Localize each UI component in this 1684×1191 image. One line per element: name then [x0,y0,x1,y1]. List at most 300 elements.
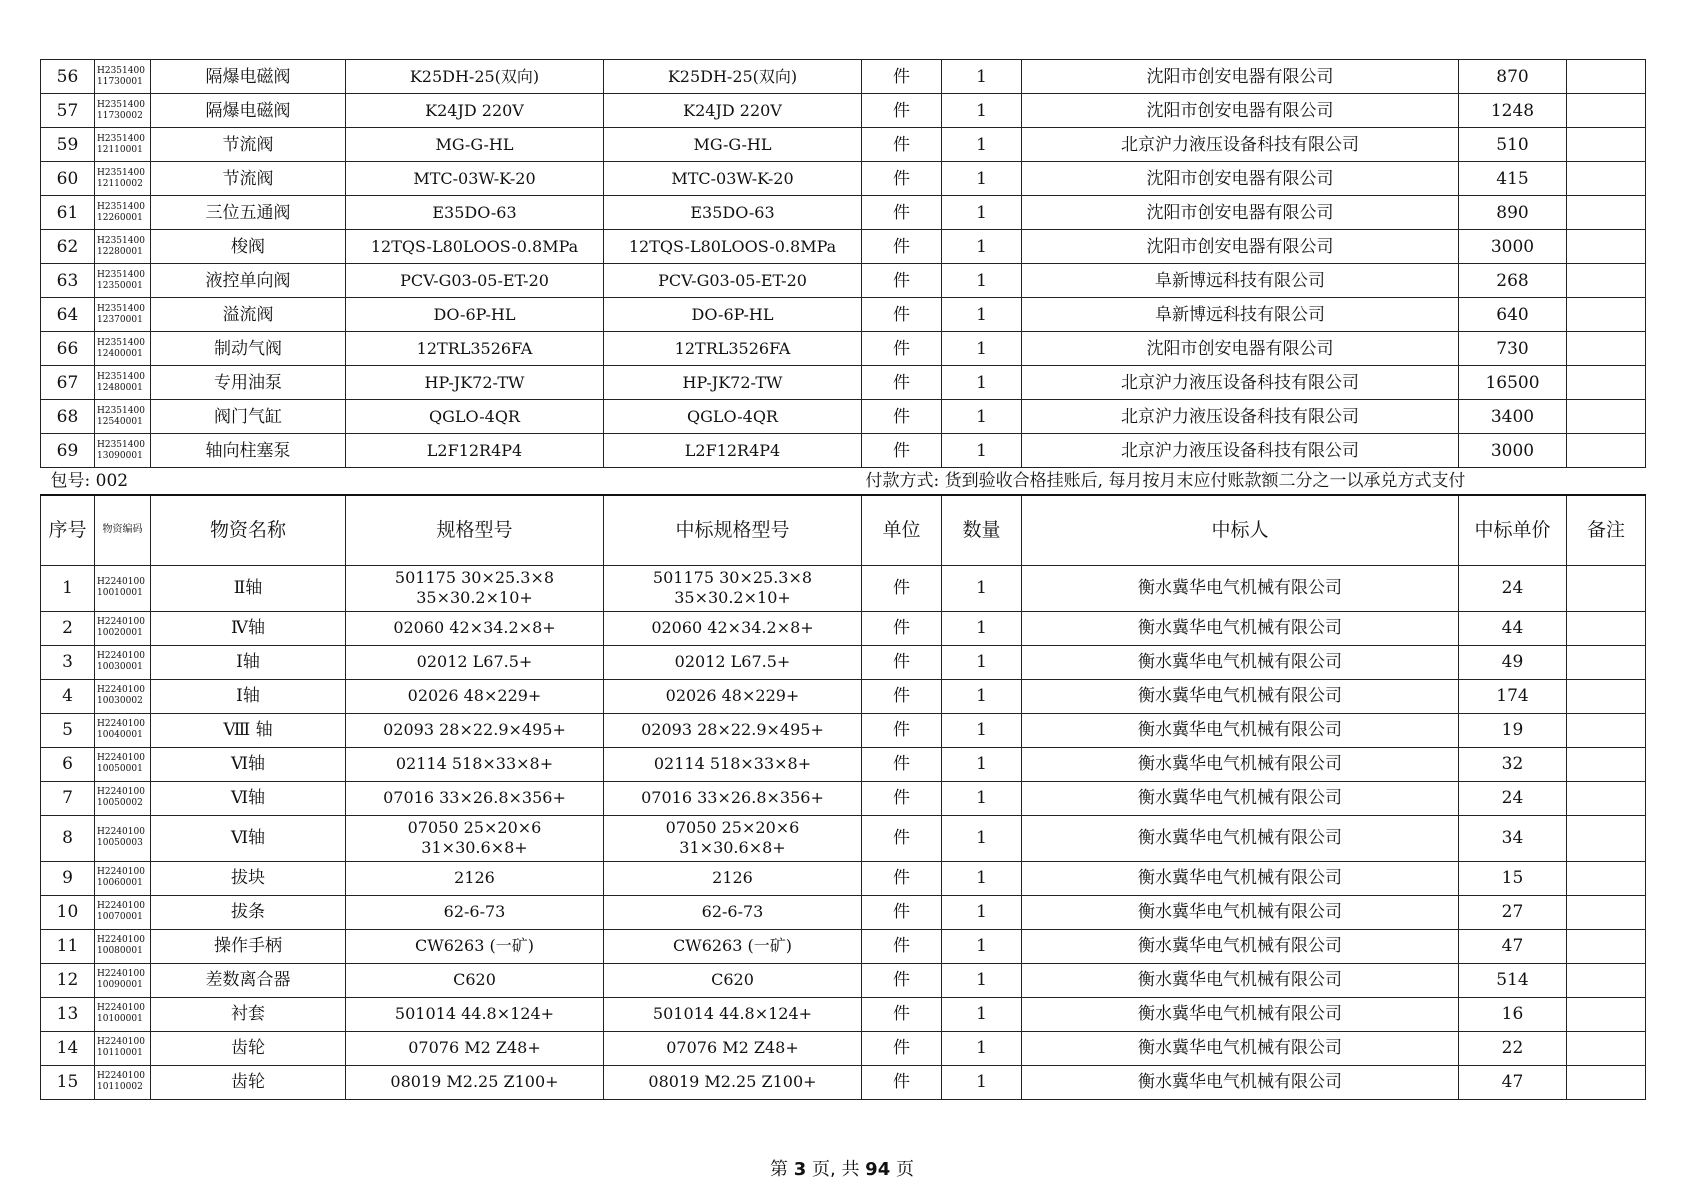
material-code-part: H2351400 [97,167,145,178]
unit: 件 [862,298,942,332]
material-name: Ⅷ 轴 [151,713,346,747]
bid-spec-model: E35DO-63 [604,196,862,230]
table-row [41,747,1646,781]
unit-price: 27 [1459,895,1567,929]
spec-model: E35DO-63 [346,196,604,230]
row-number: 14 [41,1031,95,1065]
quantity: 1 [942,611,1022,645]
table-row [41,929,1646,963]
spec-model: MTC-03W-K-20 [346,162,604,196]
bid-spec-model [604,815,862,861]
row-number: 3 [41,645,95,679]
quantity: 1 [942,963,1022,997]
row-number: 10 [41,895,95,929]
material-name: 差数离合器 [151,963,346,997]
spec-model: CW6263 (一矿) [346,929,604,963]
quantity: 1 [942,1031,1022,1065]
row-number: 9 [41,861,95,895]
winning-bidder: 沈阳市创安电器有限公司 [1022,94,1459,128]
package-info-row [41,468,1646,496]
row-number: 69 [41,434,95,468]
row-number: 64 [41,298,95,332]
remark [1567,434,1646,468]
material-name: Ⅰ轴 [151,679,346,713]
material-code-part: 11730001 [97,76,143,87]
quantity: 1 [942,434,1022,468]
spec-model-line: 31×30.6×8+ [421,838,528,857]
unit: 件 [862,747,942,781]
spec-model: 02060 42×34.2×8+ [346,611,604,645]
unit: 件 [862,400,942,434]
unit-price: 1248 [1459,94,1567,128]
table-row [41,611,1646,645]
quantity: 1 [942,815,1022,861]
material-name: 齿轮 [151,1031,346,1065]
bid-spec-model: 12TRL3526FA [604,332,862,366]
material-code-part: 10070001 [97,912,143,922]
unit: 件 [862,264,942,298]
material-code-part: 13090001 [97,450,143,461]
material-name: 液控单向阀 [151,264,346,298]
quantity: 1 [942,332,1022,366]
row-number: 6 [41,747,95,781]
winning-bidder: 沈阳市创安电器有限公司 [1022,230,1459,264]
winning-bidder: 北京沪力液压设备科技有限公司 [1022,400,1459,434]
remark [1567,861,1646,895]
material-code [95,332,151,366]
bid-results-table [40,59,1646,1100]
remark [1567,963,1646,997]
remark [1567,400,1646,434]
row-number: 15 [41,1065,95,1099]
unit-price: 32 [1459,747,1567,781]
unit: 件 [862,713,942,747]
quantity: 1 [942,861,1022,895]
material-code-part: 10050001 [97,764,143,774]
material-code [95,298,151,332]
material-name: 拔块 [151,861,346,895]
row-number: 63 [41,264,95,298]
bid-spec-model: PCV-G03-05-ET-20 [604,264,862,298]
footer-middle: 页, 共 [806,1159,866,1180]
material-code-part: H2240100 [97,969,145,979]
material-code [95,1065,151,1099]
bid-spec-model: 07076 M2 Z48+ [604,1031,862,1065]
material-code [95,366,151,400]
remark [1567,230,1646,264]
remark [1567,747,1646,781]
spec-model: MG-G-HL [346,128,604,162]
material-code [95,713,151,747]
quantity: 1 [942,128,1022,162]
material-code [95,264,151,298]
material-name: 节流阀 [151,128,346,162]
unit: 件 [862,997,942,1031]
table-row [41,713,1646,747]
material-code-part: 10020001 [97,628,143,638]
winning-bidder: 北京沪力液压设备科技有限公司 [1022,366,1459,400]
spec-model: PCV-G03-05-ET-20 [346,264,604,298]
material-code-part: H2351400 [97,405,145,416]
unit-price: 49 [1459,645,1567,679]
winning-bidder: 衡水冀华电气机械有限公司 [1022,611,1459,645]
unit-price: 890 [1459,196,1567,230]
table-row [41,298,1646,332]
spec-model: 2126 [346,861,604,895]
material-name: 专用油泵 [151,366,346,400]
spec-model: 12TRL3526FA [346,332,604,366]
bid-spec-model: MTC-03W-K-20 [604,162,862,196]
material-code-part: 12260001 [97,212,143,223]
winning-bidder: 衡水冀华电气机械有限公司 [1022,895,1459,929]
remark [1567,332,1646,366]
material-code-part: H2240100 [97,1071,145,1081]
remark [1567,679,1646,713]
material-code-part: 10060001 [97,878,143,888]
unit: 件 [862,332,942,366]
material-name: 梭阀 [151,230,346,264]
material-name: 隔爆电磁阀 [151,94,346,128]
header-winner: 中标人 [1022,495,1459,565]
spec-model-line: 501175 30×25.3×8 [394,568,555,587]
row-number: 68 [41,400,95,434]
procurement-table-sheet [40,59,1645,1100]
material-name: Ⅵ轴 [151,747,346,781]
material-code-part: 12280001 [97,246,143,257]
unit-price: 47 [1459,1065,1567,1099]
material-name: 节流阀 [151,162,346,196]
spec-model: 02012 L67.5+ [346,645,604,679]
spec-model: K24JD 220V [346,94,604,128]
bid-spec-model: 02026 48×229+ [604,679,862,713]
material-code [95,434,151,468]
material-code-part: H2351400 [97,269,145,280]
remark [1567,60,1646,94]
unit-price: 640 [1459,298,1567,332]
quantity: 1 [942,565,1022,611]
column-header-row [41,495,1646,565]
remark [1567,162,1646,196]
footer-suffix: 页 [890,1159,914,1180]
material-code [95,94,151,128]
quantity: 1 [942,94,1022,128]
material-code-part: H2240100 [97,1003,145,1013]
material-code-part: H2351400 [97,439,145,450]
unit: 件 [862,815,942,861]
package-002-rows [41,565,1646,1099]
material-code-part: H2240100 [97,787,145,797]
material-code-part: 12370001 [97,314,143,325]
unit: 件 [862,645,942,679]
material-code [95,929,151,963]
header-name: 物资名称 [151,495,346,565]
table-row [41,366,1646,400]
material-code [95,196,151,230]
unit: 件 [862,230,942,264]
material-code-part: H2240100 [97,651,145,661]
bid-spec-model: 62-6-73 [604,895,862,929]
material-code-part: H2240100 [97,617,145,627]
unit: 件 [862,861,942,895]
remark [1567,815,1646,861]
table-row [41,230,1646,264]
material-name: 齿轮 [151,1065,346,1099]
bid-spec-model: K25DH-25(双向) [604,60,862,94]
unit: 件 [862,895,942,929]
bid-spec-model: MG-G-HL [604,128,862,162]
material-code-part: H2240100 [97,1037,145,1047]
unit-price: 24 [1459,781,1567,815]
table-row [41,196,1646,230]
winning-bidder: 衡水冀华电气机械有限公司 [1022,997,1459,1031]
table-row [41,94,1646,128]
unit-price: 15 [1459,861,1567,895]
material-code [95,861,151,895]
unit: 件 [862,128,942,162]
material-name: 轴向柱塞泵 [151,434,346,468]
material-code [95,645,151,679]
table-row [41,963,1646,997]
winning-bidder: 衡水冀华电气机械有限公司 [1022,679,1459,713]
material-name: Ⅵ轴 [151,781,346,815]
material-code-part: 12110001 [97,144,143,155]
table-row [41,128,1646,162]
table-row [41,332,1646,366]
winning-bidder: 阜新博远科技有限公司 [1022,298,1459,332]
material-code-part: 12480001 [97,382,143,393]
header-price: 中标单价 [1459,495,1567,565]
unit: 件 [862,162,942,196]
remark [1567,264,1646,298]
table-row [41,565,1646,611]
bid-spec-model: K24JD 220V [604,94,862,128]
quantity: 1 [942,162,1022,196]
quantity: 1 [942,781,1022,815]
header-spec: 规格型号 [346,495,604,565]
remark [1567,366,1646,400]
material-name: 制动气阀 [151,332,346,366]
bid-spec-model: 07016 33×26.8×356+ [604,781,862,815]
unit-price: 870 [1459,60,1567,94]
table-row [41,679,1646,713]
unit-price: 16 [1459,997,1567,1031]
spec-model: 02026 48×229+ [346,679,604,713]
material-code-part: 10090001 [97,980,143,990]
header-qty: 数量 [942,495,1022,565]
row-number: 8 [41,815,95,861]
spec-model: 08019 M2.25 Z100+ [346,1065,604,1099]
quantity: 1 [942,929,1022,963]
unit-price: 3400 [1459,400,1567,434]
row-number: 57 [41,94,95,128]
material-code-part: H2240100 [97,719,145,729]
material-code-part: H2351400 [97,235,145,246]
material-code [95,1031,151,1065]
material-name: 衬套 [151,997,346,1031]
unit-price: 415 [1459,162,1567,196]
table-row [41,1031,1646,1065]
unit: 件 [862,366,942,400]
table-row [41,1065,1646,1099]
unit-price: 47 [1459,929,1567,963]
winning-bidder: 衡水冀华电气机械有限公司 [1022,815,1459,861]
row-number: 13 [41,997,95,1031]
row-number: 12 [41,963,95,997]
table-row [41,815,1646,861]
quantity: 1 [942,747,1022,781]
unit-price: 3000 [1459,434,1567,468]
material-code-part: H2240100 [97,753,145,763]
total-pages-number: 94 [865,1159,891,1180]
bid-spec-model-line: 07050 25×20×6 [665,818,800,837]
row-number: 11 [41,929,95,963]
bid-spec-model: 501014 44.8×124+ [604,997,862,1031]
material-code [95,963,151,997]
material-code-part: 10050002 [97,798,143,808]
material-code-part: H2240100 [97,577,145,587]
quantity: 1 [942,713,1022,747]
winning-bidder: 衡水冀华电气机械有限公司 [1022,645,1459,679]
material-code-part: H2351400 [97,65,145,76]
remark [1567,128,1646,162]
remark [1567,1065,1646,1099]
table-row [41,264,1646,298]
unit-price: 174 [1459,679,1567,713]
winning-bidder: 衡水冀华电气机械有限公司 [1022,1031,1459,1065]
remark [1567,997,1646,1031]
table-row [41,60,1646,94]
material-code [95,815,151,861]
unit: 件 [862,565,942,611]
material-code-part: H2351400 [97,133,145,144]
current-page-number: 3 [793,1159,807,1180]
remark [1567,929,1646,963]
material-code [95,565,151,611]
bid-spec-model: QGLO-4QR [604,400,862,434]
row-number: 66 [41,332,95,366]
unit-price: 514 [1459,963,1567,997]
payment-terms: 付款方式: 货到验收合格挂账后, 每月按月末应付账款额二分之一以承兑方式支付 [865,471,1466,491]
material-code-part: H2240100 [97,827,145,837]
material-code-part: H2351400 [97,201,145,212]
winning-bidder: 沈阳市创安电器有限公司 [1022,60,1459,94]
material-code-part: 10110002 [97,1082,143,1092]
material-code [95,128,151,162]
winning-bidder: 沈阳市创安电器有限公司 [1022,162,1459,196]
material-code-part: H2351400 [97,303,145,314]
winning-bidder: 衡水冀华电气机械有限公司 [1022,861,1459,895]
material-name: 操作手柄 [151,929,346,963]
row-number: 67 [41,366,95,400]
material-code-part: 12400001 [97,348,143,359]
header-code: 物资编码 [95,495,151,565]
material-code [95,997,151,1031]
material-code-part: 10030001 [97,662,143,672]
row-number: 56 [41,60,95,94]
quantity: 1 [942,366,1022,400]
winning-bidder: 沈阳市创安电器有限公司 [1022,196,1459,230]
bid-spec-model: L2F12R4P4 [604,434,862,468]
winning-bidder: 衡水冀华电气机械有限公司 [1022,963,1459,997]
row-number: 2 [41,611,95,645]
winning-bidder: 沈阳市创安电器有限公司 [1022,332,1459,366]
spec-model: 62-6-73 [346,895,604,929]
material-code [95,162,151,196]
bid-spec-model: 02060 42×34.2×8+ [604,611,862,645]
remark [1567,94,1646,128]
material-name: 溢流阀 [151,298,346,332]
bid-spec-model: 08019 M2.25 Z100+ [604,1065,862,1099]
material-code-part: 12350001 [97,280,143,291]
bid-spec-model: 02093 28×22.9×495+ [604,713,862,747]
spec-model: HP-JK72-TW [346,366,604,400]
material-name: Ⅱ轴 [151,565,346,611]
header-no: 序号 [41,495,95,565]
winning-bidder: 衡水冀华电气机械有限公司 [1022,929,1459,963]
material-code-part: 10110001 [97,1048,143,1058]
material-code [95,400,151,434]
material-name: 三位五通阀 [151,196,346,230]
header-unit: 单位 [862,495,942,565]
winning-bidder: 衡水冀华电气机械有限公司 [1022,1065,1459,1099]
material-code-part: 12540001 [97,416,143,427]
quantity: 1 [942,400,1022,434]
unit: 件 [862,60,942,94]
spec-model: QGLO-4QR [346,400,604,434]
remark [1567,781,1646,815]
row-number: 4 [41,679,95,713]
unit: 件 [862,1031,942,1065]
material-code-part: 10050003 [97,838,143,848]
remark [1567,298,1646,332]
unit: 件 [862,781,942,815]
winning-bidder: 北京沪力液压设备科技有限公司 [1022,434,1459,468]
material-code [95,747,151,781]
remark [1567,196,1646,230]
table-row [41,781,1646,815]
table-row [41,861,1646,895]
spec-model: 07076 M2 Z48+ [346,1031,604,1065]
table-row [41,895,1646,929]
spec-model [346,565,604,611]
unit-price: 730 [1459,332,1567,366]
header-bid-spec: 中标规格型号 [604,495,862,565]
quantity: 1 [942,264,1022,298]
quantity: 1 [942,60,1022,94]
unit: 件 [862,196,942,230]
spec-model: DO-6P-HL [346,298,604,332]
bid-spec-model: C620 [604,963,862,997]
remark [1567,713,1646,747]
remark [1567,645,1646,679]
material-name: 拔条 [151,895,346,929]
bid-spec-model: 02114 518×33×8+ [604,747,862,781]
material-code-part: H2240100 [97,685,145,695]
quantity: 1 [942,298,1022,332]
row-number: 60 [41,162,95,196]
quantity: 1 [942,645,1022,679]
bid-spec-model-line: 501175 30×25.3×8 [652,568,813,587]
table-row [41,645,1646,679]
unit-price: 34 [1459,815,1567,861]
quantity: 1 [942,196,1022,230]
material-code-part: 10100001 [97,1014,143,1024]
unit-price: 44 [1459,611,1567,645]
spec-model: 501014 44.8×124+ [346,997,604,1031]
spec-model: 07016 33×26.8×356+ [346,781,604,815]
bid-spec-model: CW6263 (一矿) [604,929,862,963]
winning-bidder: 衡水冀华电气机械有限公司 [1022,565,1459,611]
